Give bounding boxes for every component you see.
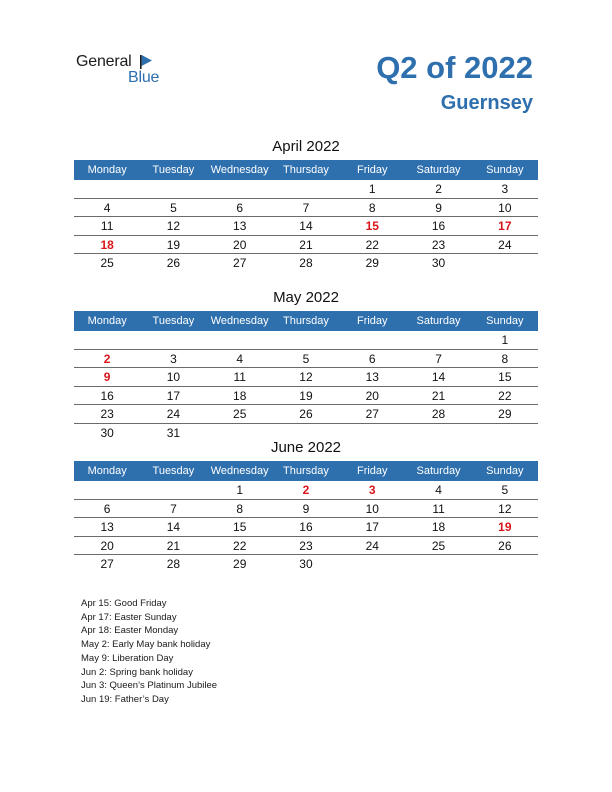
day-cell bbox=[140, 331, 206, 349]
day-cell: 1 bbox=[368, 182, 376, 196]
day-cell: 8 bbox=[501, 351, 509, 366]
weekday-label: Friday bbox=[356, 315, 388, 327]
day-cell: 11 bbox=[432, 501, 445, 516]
day-cell: 14 bbox=[299, 219, 313, 233]
holiday-note: Jun 3: Queen’s Platinum Jubilee bbox=[81, 680, 218, 692]
day-cell: 16 bbox=[431, 219, 446, 233]
day-cell: 4 bbox=[103, 200, 111, 215]
day-cell: 8 bbox=[236, 501, 244, 516]
weekday-label: Tuesday bbox=[152, 315, 195, 327]
day-cell: 19 bbox=[498, 520, 512, 534]
holiday-note: Apr 17: Easter Sunday bbox=[81, 611, 177, 623]
day-cell: 1 bbox=[501, 333, 509, 347]
day-cell: 10 bbox=[365, 501, 379, 516]
holiday-note: Jun 19: Father’s Day bbox=[81, 693, 169, 705]
day-cell: 26 bbox=[166, 256, 181, 270]
day-cell: 23 bbox=[431, 237, 446, 252]
day-cell: 25 bbox=[100, 256, 114, 270]
weekday-label: Thursday bbox=[283, 465, 329, 477]
day-cell: 19 bbox=[299, 388, 313, 403]
day-cell: 28 bbox=[431, 407, 446, 421]
weekday-label: Sunday bbox=[486, 164, 524, 176]
day-cell: 22 bbox=[233, 538, 247, 553]
weekday-label: Sunday bbox=[486, 315, 524, 327]
holiday-list bbox=[81, 597, 217, 707]
day-cell: 27 bbox=[365, 407, 379, 421]
day-cell: 27 bbox=[100, 557, 114, 571]
holiday-note: Jun 2: Spring bank holiday bbox=[81, 666, 193, 678]
weekday-label: Thursday bbox=[283, 164, 329, 176]
logo-text-blue: Blue bbox=[128, 69, 160, 86]
weekday-label: Saturday bbox=[416, 315, 461, 327]
day-cell: 26 bbox=[498, 538, 512, 553]
day-cell: 20 bbox=[100, 538, 114, 553]
day-cell: 24 bbox=[498, 237, 512, 252]
logo-text-general: General bbox=[76, 53, 132, 70]
holiday-note: May 2: Early May bank holiday bbox=[81, 639, 211, 651]
day-cell: 8 bbox=[368, 200, 376, 215]
day-cell: 7 bbox=[302, 200, 310, 215]
day-cell bbox=[339, 331, 405, 349]
day-cell bbox=[472, 555, 538, 573]
day-cell: 27 bbox=[233, 256, 247, 270]
day-cell bbox=[273, 331, 339, 349]
day-cell: 6 bbox=[103, 501, 111, 516]
day-cell: 30 bbox=[431, 256, 446, 270]
day-cell: 13 bbox=[233, 219, 247, 233]
day-cell: 19 bbox=[166, 237, 181, 252]
weekday-label: Saturday bbox=[416, 465, 461, 477]
week-row bbox=[74, 368, 538, 387]
day-cell: 5 bbox=[501, 483, 509, 497]
day-cell: 28 bbox=[299, 256, 313, 270]
weekday-label: Tuesday bbox=[152, 164, 195, 176]
month-title: April 2022 bbox=[272, 138, 340, 155]
day-cell: 3 bbox=[501, 182, 509, 196]
day-cell: 7 bbox=[170, 501, 177, 516]
day-cell: 13 bbox=[365, 370, 379, 384]
day-cell: 26 bbox=[299, 407, 313, 421]
day-cell: 9 bbox=[435, 200, 442, 215]
day-cell: 20 bbox=[365, 388, 379, 403]
day-cell: 11 bbox=[233, 370, 246, 384]
month-title: June 2022 bbox=[270, 439, 342, 456]
day-cell: 7 bbox=[435, 351, 442, 366]
day-cell: 30 bbox=[100, 425, 114, 440]
day-cell: 9 bbox=[302, 501, 310, 516]
day-cell: 12 bbox=[299, 370, 313, 384]
day-cell: 16 bbox=[299, 520, 313, 534]
day-cell: 9 bbox=[103, 370, 111, 384]
day-cell: 16 bbox=[100, 388, 114, 403]
day-cell bbox=[140, 180, 206, 198]
day-cell bbox=[207, 180, 273, 198]
day-cell: 29 bbox=[365, 256, 379, 270]
weekday-label: Wednesday bbox=[210, 315, 269, 327]
week-row bbox=[74, 500, 538, 519]
day-cell: 20 bbox=[233, 237, 247, 252]
day-cell: 3 bbox=[368, 483, 376, 497]
week-row bbox=[74, 481, 538, 500]
week-row bbox=[74, 217, 538, 236]
week-row bbox=[74, 350, 538, 369]
day-cell: 28 bbox=[166, 557, 181, 571]
day-cell: 10 bbox=[498, 200, 512, 215]
week-row bbox=[74, 254, 538, 272]
day-cell bbox=[405, 555, 471, 573]
page-title: Q2 of 2022 bbox=[376, 50, 533, 85]
week-row bbox=[74, 387, 538, 406]
weekday-label: Friday bbox=[356, 465, 388, 477]
day-cell: 24 bbox=[365, 538, 379, 553]
country-subtitle: Guernsey bbox=[440, 92, 533, 114]
weekday-label: Friday bbox=[356, 164, 388, 176]
day-cell: 17 bbox=[498, 219, 512, 233]
week-row bbox=[74, 405, 538, 424]
day-cell bbox=[273, 180, 339, 198]
weekday-label: Tuesday bbox=[152, 465, 195, 477]
day-cell: 29 bbox=[233, 557, 247, 571]
day-cell: 14 bbox=[166, 520, 181, 534]
day-cell: 3 bbox=[170, 351, 177, 366]
day-cell: 5 bbox=[170, 200, 177, 215]
weekday-label: Monday bbox=[87, 465, 127, 477]
week-row bbox=[74, 555, 538, 573]
day-cell: 18 bbox=[431, 520, 446, 534]
day-cell: 6 bbox=[368, 351, 376, 366]
week-row bbox=[74, 518, 538, 537]
week-row bbox=[74, 199, 538, 218]
day-cell: 12 bbox=[498, 501, 512, 516]
week-row bbox=[74, 537, 538, 556]
weekday-label: Sunday bbox=[486, 465, 524, 477]
week-row bbox=[74, 331, 538, 350]
day-cell: 21 bbox=[431, 388, 446, 403]
day-cell: 11 bbox=[100, 219, 114, 233]
day-cell bbox=[339, 555, 405, 573]
week-row bbox=[74, 180, 538, 199]
day-cell bbox=[472, 254, 538, 272]
day-cell: 13 bbox=[100, 520, 114, 534]
day-cell: 18 bbox=[233, 388, 247, 403]
weekday-label: Monday bbox=[87, 164, 127, 176]
day-cell: 12 bbox=[166, 219, 181, 233]
day-cell bbox=[405, 331, 471, 349]
day-cell bbox=[74, 180, 140, 198]
weekday-label: Monday bbox=[87, 315, 127, 327]
holiday-note: Apr 18: Easter Monday bbox=[81, 625, 179, 637]
day-cell: 17 bbox=[365, 520, 379, 534]
weekday-label: Saturday bbox=[416, 164, 461, 176]
day-cell bbox=[74, 331, 140, 349]
holiday-note: May 9: Liberation Day bbox=[81, 652, 174, 664]
month-calendar-april bbox=[74, 137, 538, 272]
weekday-header bbox=[74, 311, 538, 331]
day-cell: 25 bbox=[233, 407, 247, 421]
week-row bbox=[74, 236, 538, 255]
logo-flag-icon bbox=[140, 55, 152, 69]
day-cell: 15 bbox=[233, 520, 247, 534]
logo bbox=[76, 53, 176, 89]
day-cell: 21 bbox=[299, 237, 313, 252]
weekday-header bbox=[74, 461, 538, 481]
month-calendar-june bbox=[74, 438, 538, 573]
day-cell: 5 bbox=[302, 351, 310, 366]
day-cell: 10 bbox=[166, 370, 181, 384]
day-cell: 2 bbox=[435, 182, 442, 196]
day-cell: 6 bbox=[236, 200, 244, 215]
weekday-label: Wednesday bbox=[210, 465, 269, 477]
day-cell: 29 bbox=[498, 407, 512, 421]
day-cell bbox=[140, 481, 206, 499]
day-cell: 4 bbox=[236, 351, 244, 366]
day-cell: 22 bbox=[365, 237, 379, 252]
weekday-label: Wednesday bbox=[210, 164, 269, 176]
day-cell: 1 bbox=[236, 483, 244, 497]
day-cell: 15 bbox=[365, 219, 379, 233]
day-cell: 4 bbox=[435, 483, 442, 497]
day-cell: 25 bbox=[431, 538, 446, 553]
day-cell: 17 bbox=[166, 388, 181, 403]
day-cell: 31 bbox=[166, 425, 181, 440]
day-cell: 2 bbox=[302, 483, 310, 497]
day-cell: 23 bbox=[100, 407, 114, 421]
weekday-header bbox=[74, 160, 538, 180]
day-cell: 22 bbox=[498, 388, 512, 403]
day-cell: 2 bbox=[103, 351, 111, 366]
day-cell bbox=[207, 331, 273, 349]
day-cell: 15 bbox=[498, 370, 512, 384]
day-cell: 24 bbox=[166, 407, 181, 421]
day-cell: 23 bbox=[299, 538, 313, 553]
weekday-label: Thursday bbox=[283, 315, 329, 327]
holiday-note: Apr 15: Good Friday bbox=[81, 598, 167, 609]
day-cell: 14 bbox=[431, 370, 446, 384]
day-cell: 30 bbox=[299, 557, 313, 571]
month-calendar-may bbox=[74, 288, 538, 441]
day-cell: 18 bbox=[100, 237, 114, 252]
month-title: May 2022 bbox=[273, 289, 339, 306]
day-cell: 21 bbox=[166, 538, 181, 553]
day-cell bbox=[74, 481, 140, 499]
